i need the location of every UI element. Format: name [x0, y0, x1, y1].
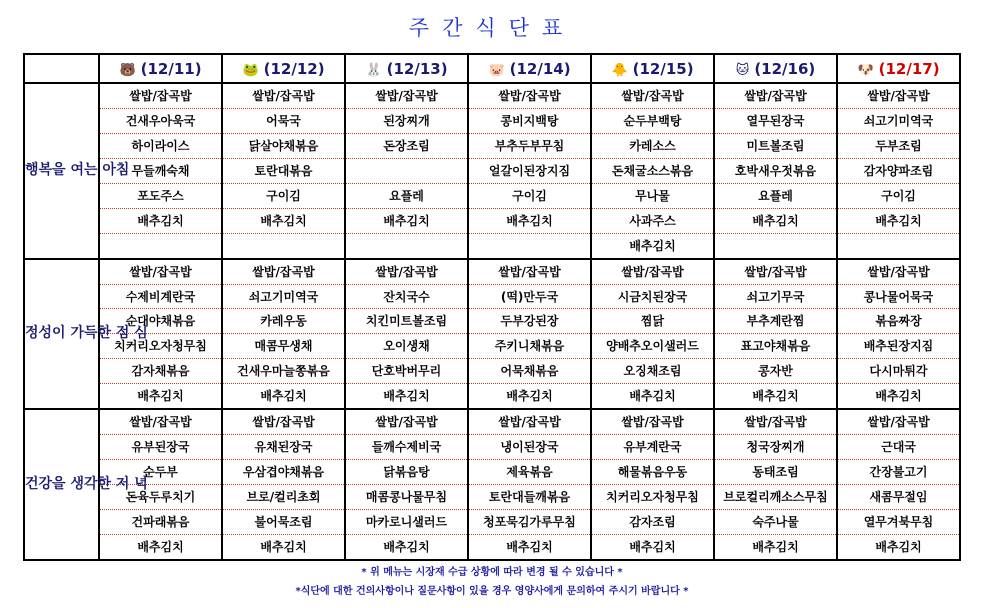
menu-item: 포도주스: [99, 183, 222, 208]
menu-item: 배추김치: [99, 384, 222, 409]
day-date: (12/17): [878, 59, 940, 78]
menu-item: 배추김치: [591, 384, 714, 409]
menu-item: 두부강된장: [468, 309, 591, 334]
day-date: (12/13): [386, 59, 448, 78]
menu-item: 쌀밥/잡곡밥: [591, 259, 714, 284]
menu-item: 불어묵조림: [222, 510, 345, 535]
menu-item: 쌀밥/잡곡밥: [345, 409, 468, 434]
day-header: [222, 54, 345, 83]
menu-item: 표고야채볶음: [714, 334, 837, 359]
menu-item: 열무된장국: [714, 108, 837, 133]
day-date: (12/12): [263, 59, 325, 78]
menu-row: [24, 384, 960, 409]
menu-item: 오이생채: [345, 334, 468, 359]
menu-item: 배추김치: [222, 534, 345, 560]
menu-item: 순대야채볶음: [99, 309, 222, 334]
menu-body: [24, 83, 960, 560]
menu-item: 배추김치: [345, 534, 468, 560]
menu-item: 돈육두루치기: [99, 485, 222, 510]
day-header: [591, 54, 714, 83]
menu-item: 배추된장지짐: [837, 334, 960, 359]
menu-item: 배추김치: [837, 208, 960, 233]
menu-item: 쌀밥/잡곡밥: [468, 83, 591, 108]
menu-item: 하이라이스: [99, 133, 222, 158]
menu-item: 매콤무생채: [222, 334, 345, 359]
menu-item: 간장불고기: [837, 460, 960, 485]
day-date: (12/11): [140, 59, 202, 78]
menu-item: 쌀밥/잡곡밥: [222, 259, 345, 284]
menu-item: 다시마튀각: [837, 359, 960, 384]
day-header: [714, 54, 837, 83]
day-date: (12/15): [632, 59, 694, 78]
day-header: [99, 54, 222, 83]
menu-item: [345, 158, 468, 183]
menu-item: 호박새우젓볶음: [714, 158, 837, 183]
menu-row: [24, 334, 960, 359]
menu-item: 수제비계란국: [99, 284, 222, 309]
menu-item: 배추김치: [714, 534, 837, 560]
menu-item: 토란대들깨볶음: [468, 485, 591, 510]
menu-item: 양배추오이샐러드: [591, 334, 714, 359]
notice-line: * 위 메뉴는 시장재 수급 상황에 따라 변경 될 수 있습니다 *: [361, 567, 623, 578]
meal-label: 행복을 여는 아침: [24, 83, 99, 259]
menu-row: [24, 158, 960, 183]
menu-item: 쌀밥/잡곡밥: [837, 409, 960, 434]
menu-item: 콩비지백탕: [468, 108, 591, 133]
menu-item: 제육볶음: [468, 460, 591, 485]
menu-item: 쌀밥/잡곡밥: [468, 259, 591, 284]
bunny-icon: 🐰: [365, 62, 382, 78]
menu-item: 냉이된장국: [468, 435, 591, 460]
menu-item: 쌀밥/잡곡밥: [345, 83, 468, 108]
menu-row: [24, 133, 960, 158]
menu-item: 쌀밥/잡곡밥: [591, 409, 714, 434]
bear-icon: 🐻: [119, 62, 136, 78]
menu-item: 돈장조림: [345, 133, 468, 158]
menu-item: 얼갈이된장지짐: [468, 158, 591, 183]
menu-item: 요플레: [714, 183, 837, 208]
menu-item: 청포묵김가루무침: [468, 510, 591, 535]
menu-item: 쌀밥/잡곡밥: [222, 409, 345, 434]
menu-item: 배추김치: [99, 534, 222, 560]
menu-item: 된장찌개: [345, 108, 468, 133]
menu-item: 배추김치: [714, 384, 837, 409]
day-header: [837, 54, 960, 83]
menu-row: [24, 108, 960, 133]
menu-row: [24, 534, 960, 560]
menu-item: 새콤무절임: [837, 485, 960, 510]
menu-row: [24, 259, 960, 284]
menu-item: 어묵채볶음: [468, 359, 591, 384]
menu-item: 부추계란찜: [714, 309, 837, 334]
menu-item: 배추김치: [591, 534, 714, 560]
dog-icon: 🐶: [857, 62, 874, 78]
menu-item: 배추김치: [714, 208, 837, 233]
menu-item: 브로컬리깨소스무침: [714, 485, 837, 510]
menu-item: 건새우마늘쫑볶음: [222, 359, 345, 384]
menu-item: 해물볶음우동: [591, 460, 714, 485]
menu-item: 무나물: [591, 183, 714, 208]
menu-item: 배추김치: [222, 208, 345, 233]
menu-item: 배추김치: [222, 384, 345, 409]
menu-item: 카레소스: [591, 133, 714, 158]
menu-item: 배추김치: [99, 208, 222, 233]
menu-row: [24, 460, 960, 485]
menu-item: 단호박버무리: [345, 359, 468, 384]
menu-item: 쌀밥/잡곡밥: [345, 259, 468, 284]
menu-item: 콩나물어묵국: [837, 284, 960, 309]
menu-item: 유부된장국: [99, 435, 222, 460]
meal-label: 건강을 생각한 저 녁: [24, 409, 99, 560]
menu-item: [222, 233, 345, 258]
menu-item: 쌀밥/잡곡밥: [99, 259, 222, 284]
menu-item: 배추김치: [345, 208, 468, 233]
menu-item: 순두부: [99, 460, 222, 485]
cat-icon: 🐱: [735, 62, 750, 78]
frog-icon: 🐸: [242, 62, 259, 78]
menu-row: [24, 409, 960, 434]
menu-item: 주키니채볶음: [468, 334, 591, 359]
menu-item: 콩자반: [714, 359, 837, 384]
menu-item: 무들깨숙채: [99, 158, 222, 183]
menu-item: 유채된장국: [222, 435, 345, 460]
menu-item: [99, 233, 222, 258]
menu-item: 배추김치: [837, 534, 960, 560]
menu-item: 근대국: [837, 435, 960, 460]
day-date: (12/16): [754, 59, 816, 78]
menu-item: 구이김: [837, 183, 960, 208]
menu-item: 어묵국: [222, 108, 345, 133]
menu-item: 감자조림: [591, 510, 714, 535]
menu-item: 볶음짜장: [837, 309, 960, 334]
menu-item: 숙주나물: [714, 510, 837, 535]
day-header: [468, 54, 591, 83]
menu-item: 쌀밥/잡곡밥: [99, 83, 222, 108]
day-header: [345, 54, 468, 83]
notice-line: *식단에 대한 건의사항이나 질문사항이 있을 경우 영양사에게 문의하여 주시기 바랍니다 *: [295, 586, 689, 597]
menu-row: [24, 233, 960, 258]
menu-item: 쌀밥/잡곡밥: [714, 409, 837, 434]
menu-item: 돈채굴소스볶음: [591, 158, 714, 183]
menu-row: [24, 208, 960, 233]
menu-item: 구이김: [468, 183, 591, 208]
menu-item: [837, 233, 960, 258]
menu-row: [24, 510, 960, 535]
menu-item: 부추두부무침: [468, 133, 591, 158]
menu-item: 마카로니샐러드: [345, 510, 468, 535]
menu-item: 우삼겹야채볶음: [222, 460, 345, 485]
menu-item: 쌀밥/잡곡밥: [837, 83, 960, 108]
menu-item: 매콤콩나물무침: [345, 485, 468, 510]
page-title: 주간식단표: [408, 16, 576, 40]
menu-item: 쌀밥/잡곡밥: [99, 409, 222, 434]
menu-item: 건새우아욱국: [99, 108, 222, 133]
menu-item: 배추김치: [468, 384, 591, 409]
menu-item: 요플레: [345, 183, 468, 208]
menu-item: 유부계란국: [591, 435, 714, 460]
menu-row: [24, 284, 960, 309]
menu-item: 구이김: [222, 183, 345, 208]
day-date: (12/14): [509, 59, 571, 78]
menu-item: 쌀밥/잡곡밥: [714, 83, 837, 108]
menu-item: 시금치된장국: [591, 284, 714, 309]
header-row: [24, 54, 960, 83]
menu-item: [345, 233, 468, 258]
menu-item: 닭볶음탕: [345, 460, 468, 485]
menu-item: 오징채조림: [591, 359, 714, 384]
menu-item: 청국장찌개: [714, 435, 837, 460]
menu-item: 토란대볶음: [222, 158, 345, 183]
weekly-menu-table: [23, 53, 961, 561]
menu-item: [468, 233, 591, 258]
menu-row: [24, 435, 960, 460]
menu-item: 닭살야채볶음: [222, 133, 345, 158]
menu-item: 순두부백탕: [591, 108, 714, 133]
menu-item: 배추김치: [468, 208, 591, 233]
menu-row: [24, 183, 960, 208]
menu-item: 열무겨북무침: [837, 510, 960, 535]
menu-item: 들깨수제비국: [345, 435, 468, 460]
menu-item: 동태조림: [714, 460, 837, 485]
menu-item: 감자채볶음: [99, 359, 222, 384]
menu-item: 치커리오자청무침: [99, 334, 222, 359]
menu-item: 치킨미트볼조림: [345, 309, 468, 334]
menu-row: [24, 83, 960, 108]
menu-item: 쌀밥/잡곡밥: [837, 259, 960, 284]
menu-item: 치커리오자청무침: [591, 485, 714, 510]
chick-icon: 🐥: [611, 62, 628, 78]
pig-icon: 🐷: [488, 62, 505, 78]
menu-item: 건파래볶음: [99, 510, 222, 535]
menu-item: (떡)만두국: [468, 284, 591, 309]
menu-item: 미트볼조림: [714, 133, 837, 158]
menu-item: 사과주스: [591, 208, 714, 233]
menu-item: 두부조림: [837, 133, 960, 158]
menu-item: 카레우동: [222, 309, 345, 334]
menu-item: 쌀밥/잡곡밥: [222, 83, 345, 108]
menu-item: 찜닭: [591, 309, 714, 334]
menu-item: 배추김치: [345, 384, 468, 409]
menu-item: 배추김치: [837, 384, 960, 409]
menu-row: [24, 309, 960, 334]
menu-item: 배추김치: [591, 233, 714, 258]
menu-item: 브로/컬리초회: [222, 485, 345, 510]
menu-item: 쇠고기미역국: [222, 284, 345, 309]
corner-cell: [24, 54, 99, 83]
menu-item: [714, 233, 837, 258]
menu-row: [24, 485, 960, 510]
menu-item: 쌀밥/잡곡밥: [591, 83, 714, 108]
menu-item: 쇠고기무국: [714, 284, 837, 309]
menu-item: 감자양파조림: [837, 158, 960, 183]
menu-item: 쌀밥/잡곡밥: [714, 259, 837, 284]
menu-item: 쇠고기미역국: [837, 108, 960, 133]
menu-item: 잔치국수: [345, 284, 468, 309]
menu-row: [24, 359, 960, 384]
meal-label: 정성이 가득한 점 심: [24, 259, 99, 410]
menu-item: 쌀밥/잡곡밥: [468, 409, 591, 434]
menu-item: 배추김치: [468, 534, 591, 560]
